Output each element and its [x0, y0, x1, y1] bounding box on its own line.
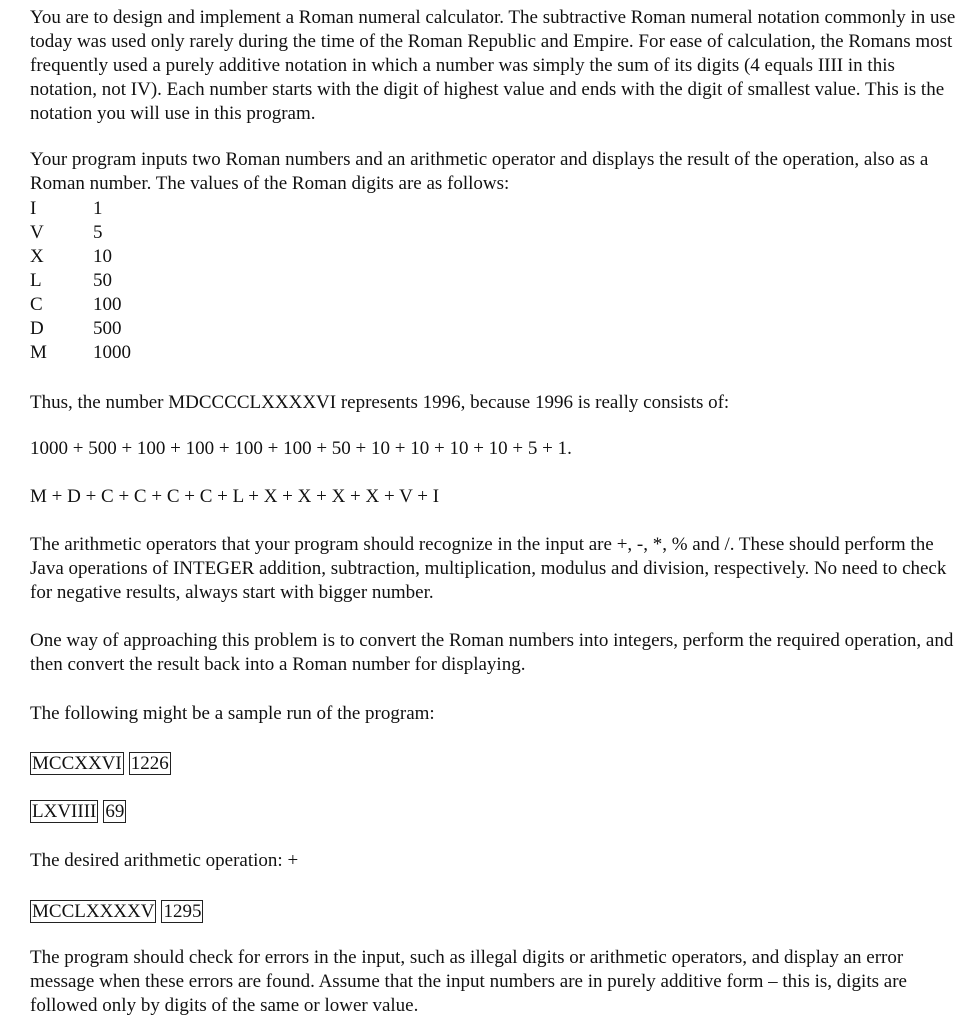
digit-symbol: M	[30, 342, 47, 363]
number-result-box: 1295	[163, 901, 202, 922]
digit-row	[30, 293, 131, 317]
digit-row	[30, 197, 131, 221]
digit-row	[30, 221, 131, 245]
digit-value: 500	[93, 318, 122, 339]
thus-paragraph: Thus, the number MDCCCCLXXXXVI represents 1996, because 1996 is really consists of:	[30, 392, 730, 413]
sample-intro-line: The following might be a sample run of the program:	[30, 703, 435, 724]
roman-result-box: MCCLXXXXV	[32, 901, 155, 922]
digit-symbol: V	[30, 222, 44, 243]
digit-symbol: X	[30, 246, 44, 267]
digit-row	[30, 317, 131, 341]
sum-letters-line: M + D + C + C + C + C + L + X + X + X + X + V + I	[30, 486, 440, 507]
digit-value: 1000	[93, 342, 131, 363]
operation-line: The desired arithmetic operation: +	[30, 850, 299, 871]
sample-result	[30, 900, 208, 923]
intro-paragraph: You are to design and implement a Roman numeral calculator. The subtractive Roman numeral notation commonly in use today was used only rarely during the time of the Roman Republic and Empire. For ease of calculation, the Romans most frequently used a purely additive notation in which a number was simply the sum of its digits (4 equals IIII in this notation, not IV). Each number starts with the digit of highest value and ends with the digit of smallest value. This is the notation you will use in this program.	[30, 7, 956, 124]
sample-second-input	[30, 800, 131, 823]
roman-input-box: LXVIIII	[32, 801, 97, 822]
digit-symbol: D	[30, 318, 44, 339]
number-output-box: 1226	[130, 753, 169, 774]
sample-first-input	[30, 752, 176, 775]
digit-symbol: I	[30, 198, 37, 219]
digit-value: 10	[93, 246, 112, 267]
errors-paragraph: The program should check for errors in the input, such as illegal digits or arithmetic operators, and display an error message when these errors are found. Assume that the input numbers are in purely additive form – this is, digits are followed only by digits of the same or lower value.	[30, 947, 907, 1016]
roman-input-box: MCCXXVI	[32, 753, 122, 774]
digit-value: 50	[93, 270, 112, 291]
program-inputs-paragraph: Your program inputs two Roman numbers and an arithmetic operator and displays the result of the operation, also as a Roman number. The values of the Roman digits are as follows:	[30, 149, 929, 194]
digit-symbol: C	[30, 294, 43, 315]
digit-row	[30, 341, 131, 365]
digit-value: 5	[93, 222, 103, 243]
digit-value: 1	[93, 198, 103, 219]
sum-numbers-line: 1000 + 500 + 100 + 100 + 100 + 100 + 50 + 10 + 10 + 10 + 10 + 5 + 1.	[30, 438, 572, 459]
digit-value: 100	[93, 294, 122, 315]
number-output-box: 69	[105, 801, 125, 822]
approach-paragraph: One way of approaching this problem is to convert the Roman numbers into integers, perform the required operation, and then convert the result back into a Roman number for displaying.	[30, 630, 954, 675]
roman-digit-table	[30, 197, 131, 365]
digit-row	[30, 245, 131, 269]
operators-paragraph: The arithmetic operators that your program should recognize in the input are +, -, *, % and /. These should perform the Java operations of INTEGER addition, subtraction, multiplication, modulus and division, respectively. No need to check for negative results, always start with bigger number.	[30, 534, 947, 603]
digit-symbol: L	[30, 270, 42, 291]
digit-row	[30, 269, 131, 293]
